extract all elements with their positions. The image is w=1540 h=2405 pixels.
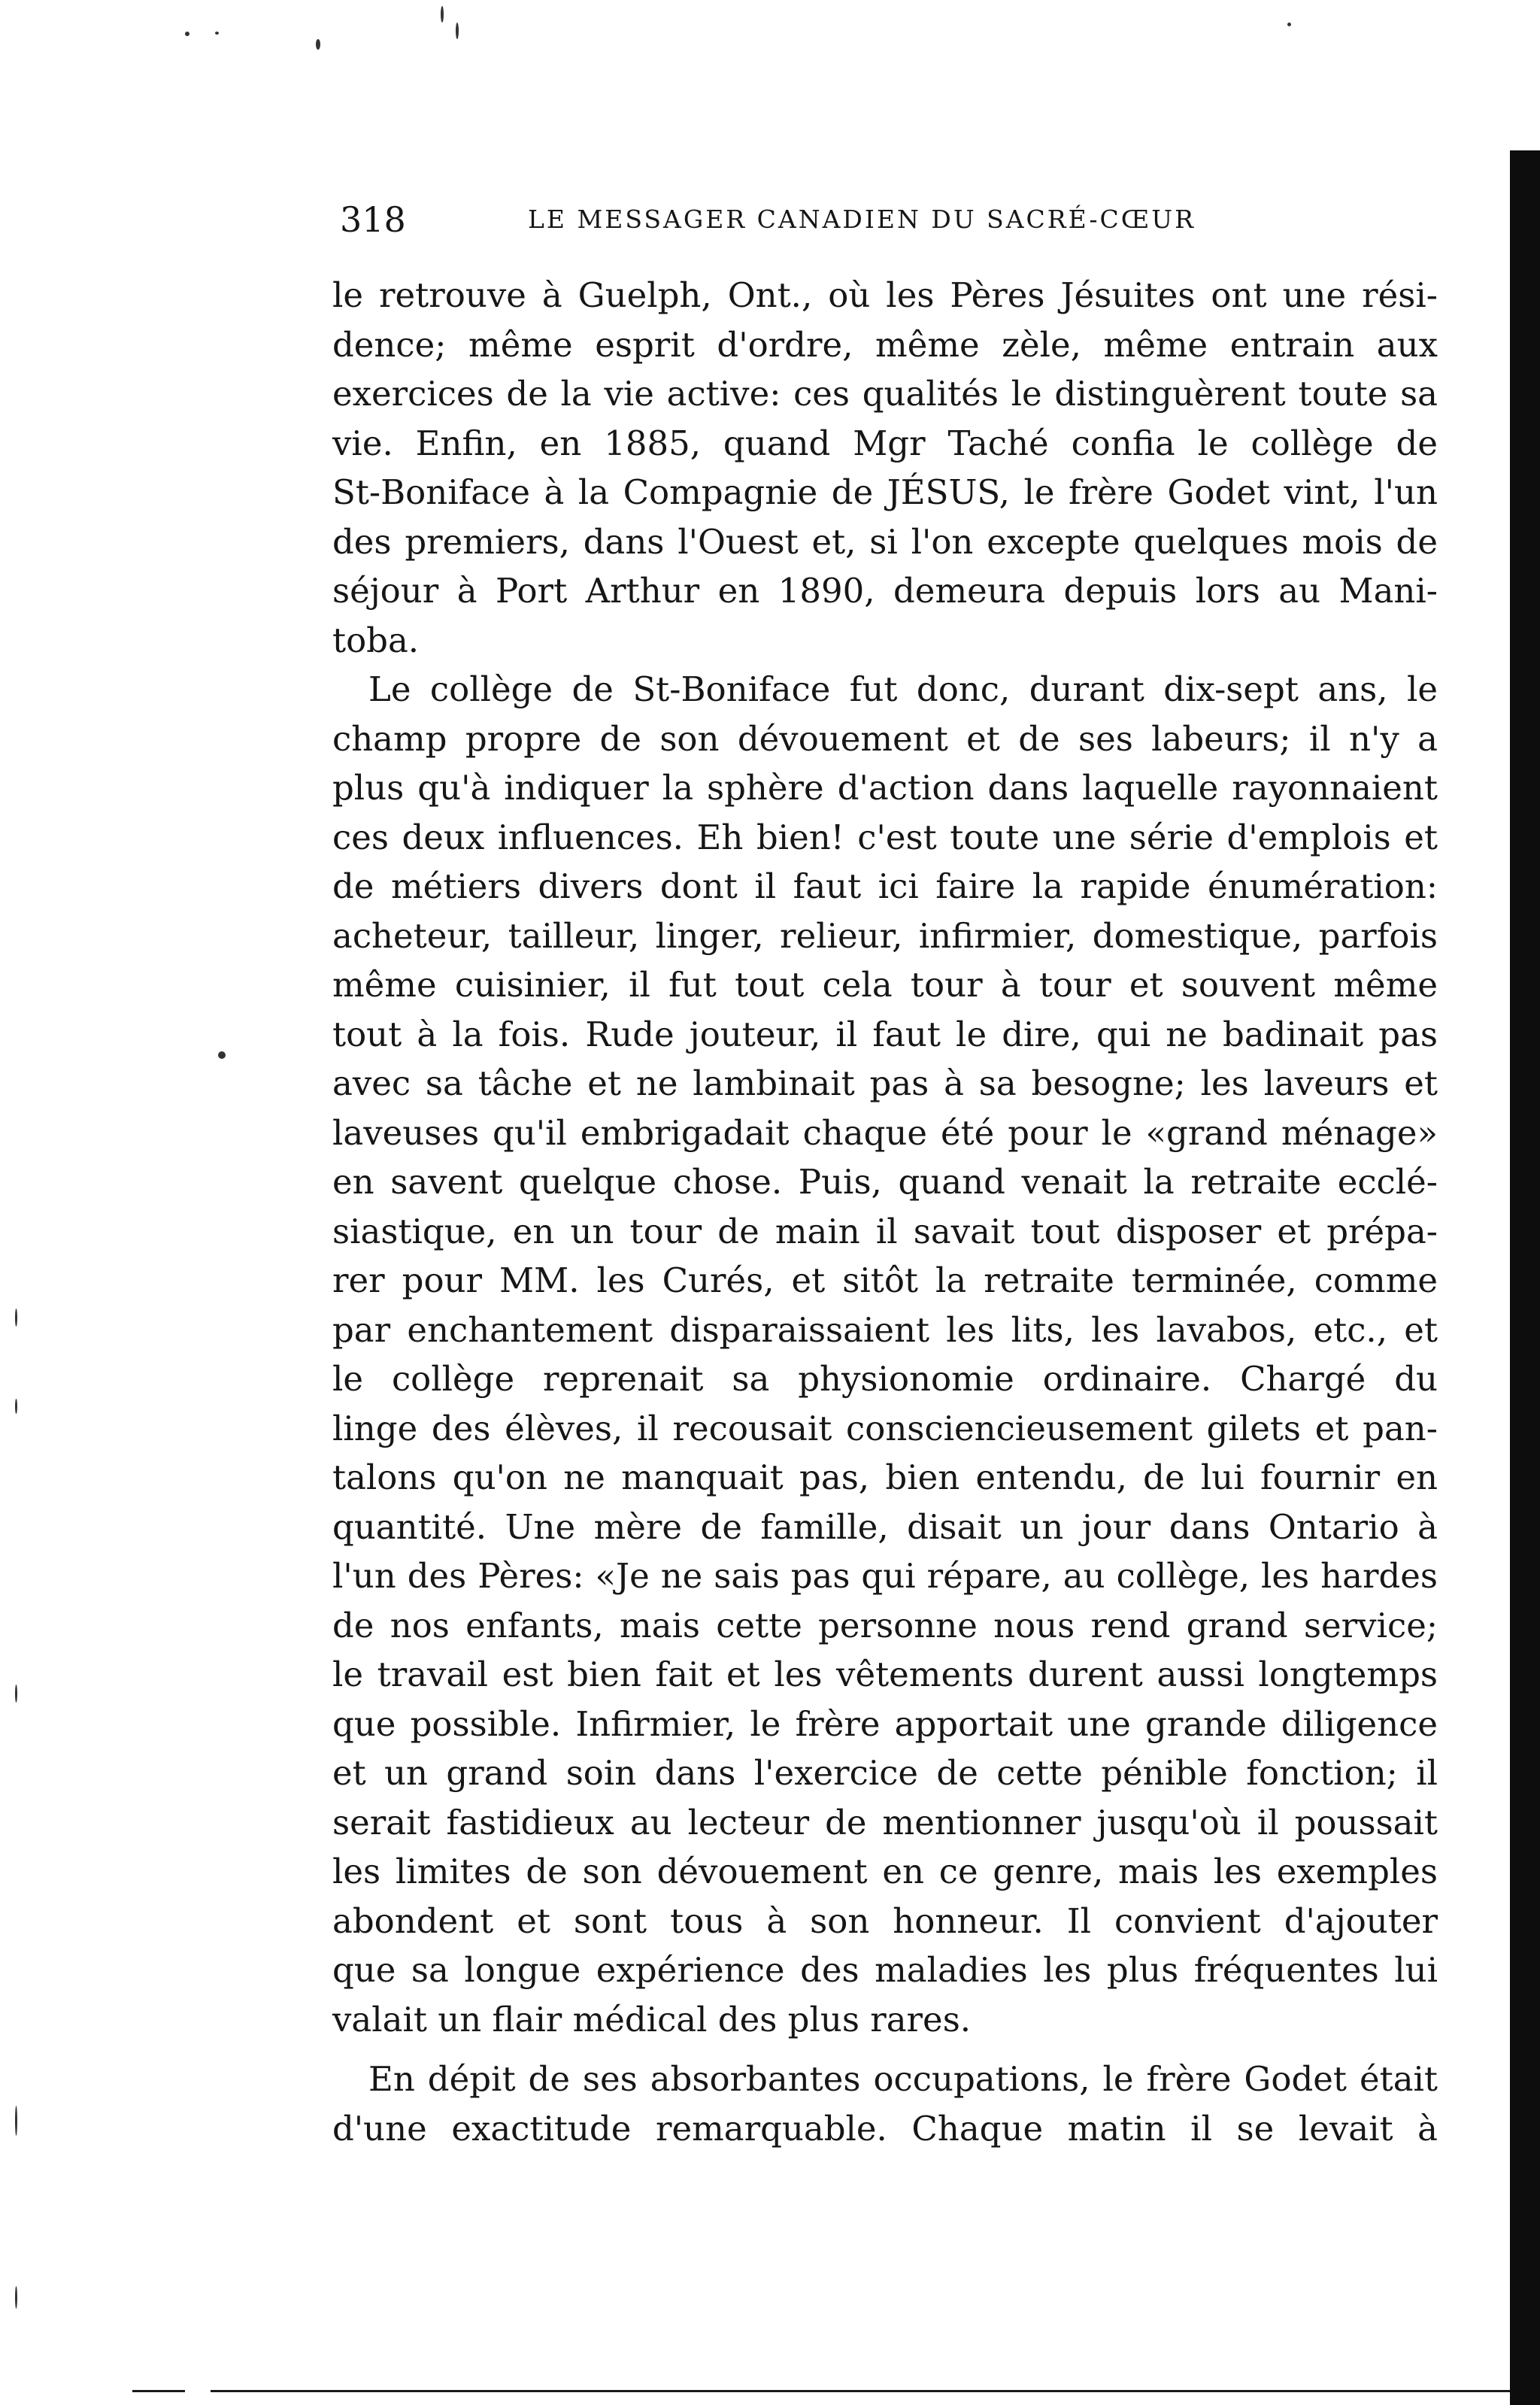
text-line: rer pour MM. les Curés, et sitôt la retraite terminée, comme [332, 1260, 1438, 1300]
page-number: 318 [340, 199, 406, 240]
scan-edge-notch [1501, 0, 1540, 150]
text-line: avec sa tâche et ne lambinait pas à sa besogne; les laveurs et [332, 1063, 1438, 1103]
text-line: Le collège de St-Boniface fut donc, durant dix-sept ans, le [368, 669, 1438, 709]
text-line: toba. [332, 620, 420, 660]
text-line: de nos enfants, mais cette personne nous rend grand service; [332, 1605, 1438, 1645]
text-line: le travail est bien fait et les vêtements durent aussi longtemps [332, 1654, 1438, 1694]
text-line: par enchantement disparaissaient les lits, les lavabos, etc., et [332, 1309, 1438, 1350]
text-line: ces deux influences. Eh bien! c'est toute une série d'emplois et [332, 817, 1438, 857]
text-line: le collège reprenait sa physionomie ordinaire. Chargé du [332, 1359, 1438, 1399]
paragraph-2 [332, 665, 1438, 2044]
text-line: abondent et sont tous à son honneur. Il convient d'ajouter [332, 1900, 1438, 1941]
text-line: des premiers, dans l'Ouest et, si l'on excepte quelques mois de [332, 521, 1438, 562]
article-body [332, 271, 1438, 2153]
text-line: que possible. Infirmier, le frère apportait une grande diligence [332, 1703, 1438, 1744]
text-line: le retrouve à Guelph, Ont., où les Pères Jésuites ont une rési- [332, 275, 1438, 315]
text-line: St-Boniface à la Compagnie de JÉSUS, le frère Godet vint, l'un [332, 472, 1438, 512]
text-line: les limites de son dévouement en ce genre, mais les exemples [332, 1852, 1438, 1891]
text-line: champ propre de son dévouement et de ses labeurs; il n'y a [332, 718, 1438, 759]
text-line: et un grand soin dans l'exercice de cette pénible fonction; il [332, 1753, 1438, 1793]
text-line: acheteur, tailleur, linger, relieur, infirmier, domestique, parfois [332, 915, 1438, 956]
page-header [340, 197, 1254, 242]
paragraph-3 [332, 2055, 1438, 2153]
text-line: En dépit de ses absorbantes occupations, le frère Godet était [368, 2059, 1438, 2099]
text-line: siastique, en un tour de main il savait tout disposer et prépa- [332, 1211, 1438, 1251]
running-title: LE MESSAGER CANADIEN DU SACRÉ-CŒUR [528, 205, 1196, 234]
text-line: dence; même esprit d'ordre, même zèle, même entrain aux [332, 324, 1438, 365]
text-line: séjour à Port Arthur en 1890, demeura depuis lors au Mani- [332, 571, 1438, 611]
text-line: talons qu'on ne manquait pas, bien entendu, de lui fournir en [332, 1457, 1438, 1497]
text-line: valait un flair médical des plus rares. [332, 1999, 972, 2040]
text-line: quantité. Une mère de famille, disait un jour dans Ontario à [332, 1506, 1438, 1547]
text-line: vie. Enfin, en 1885, quand Mgr Taché confia le collège de [332, 423, 1438, 463]
text-line: laveuses qu'il embrigadait chaque été pour le «grand ménage» [332, 1112, 1438, 1153]
text-line: exercices de la vie active: ces qualités le distinguèrent toute sa [332, 374, 1438, 414]
text-line: tout à la fois. Rude jouteur, il faut le dire, qui ne badinait pas [332, 1014, 1438, 1054]
scan-dark-edge [1510, 0, 1540, 2405]
scan-bottom-rule [211, 2390, 1510, 2392]
text-line: en savent quelque chose. Puis, quand venait la retraite ecclé- [332, 1162, 1438, 1202]
scan-bottom-rule-left [132, 2390, 185, 2392]
text-line: de métiers divers dont il faut ici faire la rapide énumération: [332, 866, 1438, 906]
text-line: que sa longue expérience des maladies les plus fréquentes lui [332, 1950, 1438, 1990]
text-line: serait fastidieux au lecteur de mentionner jusqu'où il poussait [332, 1802, 1438, 1842]
text-line: d'une exactitude remarquable. Chaque matin il se levait à [332, 2108, 1438, 2149]
text-line: linge des élèves, il recousait consciencieusement gilets et pan- [332, 1408, 1438, 1448]
text-line: plus qu'à indiquer la sphère d'action dans laquelle rayonnaient [332, 768, 1438, 808]
text-line: même cuisinier, il fut tout cela tour à tour et souvent même [332, 965, 1438, 1005]
paragraph-1 [332, 271, 1438, 665]
text-line: l'un des Pères: «Je ne sais pas qui répare, au collège, les hardes [332, 1556, 1438, 1596]
